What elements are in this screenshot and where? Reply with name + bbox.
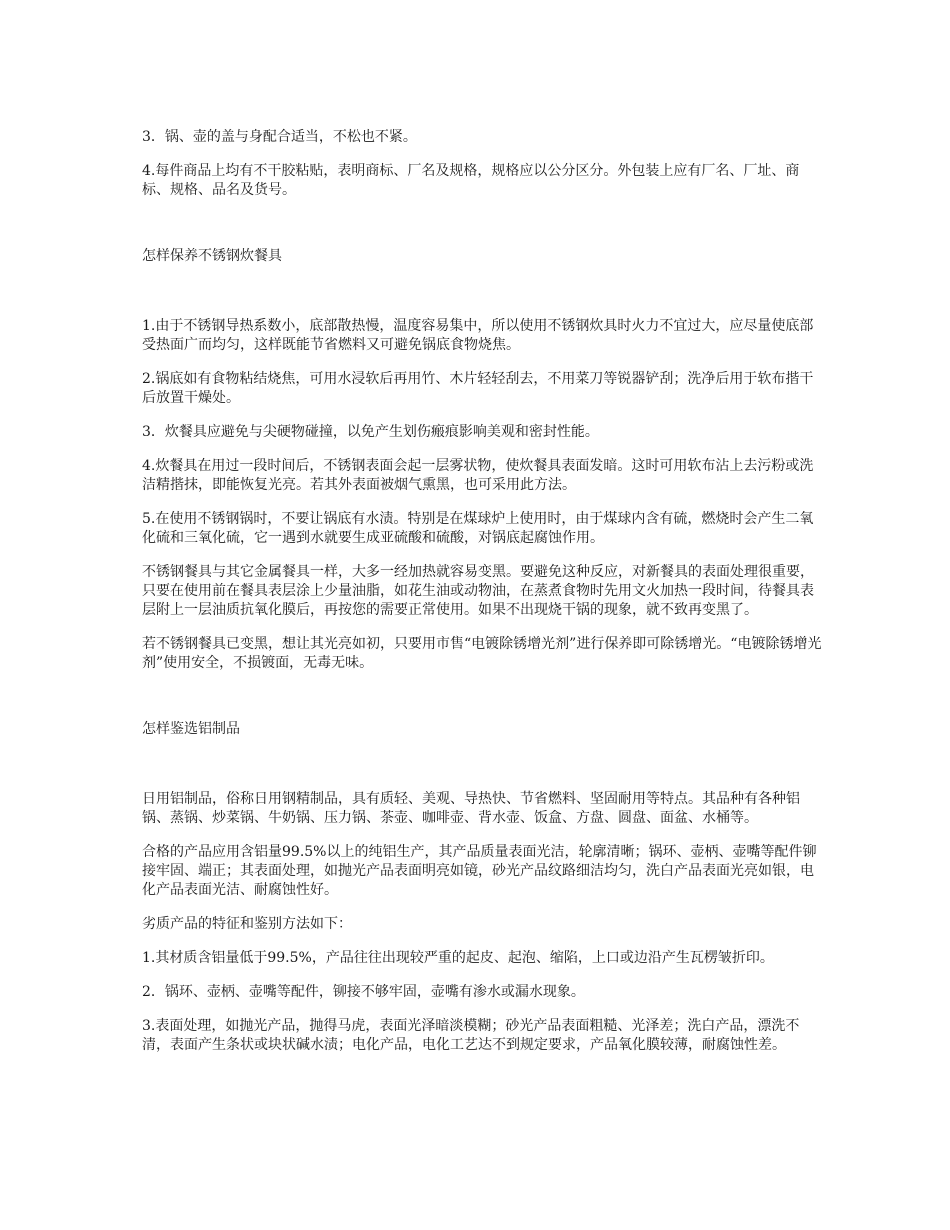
paragraph: 劣质产品的特征和鉴别方法如下：: [142, 916, 352, 932]
section-heading: 怎样保养不锈钢炊餐具: [142, 248, 282, 264]
paragraph: 若不锈钢餐具已变黑，想让其光亮如初，只要用市售“电镀除锈增光剂”进行保养即可除锈增光。“电镀除锈增光剂”使用安全，不损镀面，无毒无味。: [142, 636, 822, 671]
paragraph: 1.其材质含铝量低于99.5%，产品往往出现较严重的起皮、起泡、缩陷，上口或边沿产生瓦楞皱折印。: [142, 950, 774, 966]
paragraph: 3．炊餐具应避免与尖硬物碰撞，以免产生划伤瘢痕影响美观和密封性能。: [142, 424, 599, 440]
paragraph: 2．锅环、壶柄、壶嘴等配件，铆接不够牢固，壶嘴有渗水或漏水现象。: [142, 984, 585, 1000]
paragraph: 1.由于不锈钢导热系数小，底部散热慢，温度容易集中，所以使用不锈钢炊具时火力不宜过大，应尽量使底部受热面广而均匀，这样既能节省燃料又可避免锅底食物烧焦。: [142, 318, 814, 353]
document-body: [142, 128, 827, 1055]
section-heading: 怎样鉴选铝制品: [142, 721, 240, 737]
paragraph: 不锈钢餐具与其它金属餐具一样，大多一经加热就容易变黑。要避免这种反应，对新餐具的表面处理很重要，只要在使用前在餐具表层涂上少量油脂，如花生油或动物油，在蒸煮食物时先用文火加热一段时间，待餐具表层附上一层油质抗氧化膜后，再按您的需要正常使用。如果不出现烧干锅的现象，就不致再变黑了。: [142, 564, 814, 618]
paragraph: 2.锅底如有食物粘结烧焦，可用水浸软后再用竹、木片轻轻刮去，不用菜刀等锐器铲刮；洗净后用于软布揩干后放置干燥处。: [142, 371, 814, 406]
paragraph: 3.表面处理，如抛光产品，抛得马虎，表面光泽暗淡模糊；砂光产品表面粗糙、光泽差；洗白产品，漂洗不清，表面产生条状或块状碱水渍；电化产品，电化工艺达不到规定要求，产品氧化膜较薄，耐腐蚀性差。: [142, 1018, 800, 1053]
paragraph: 日用铝制品，俗称日用钢精制品，具有质轻、美观、导热快、节省燃料、坚固耐用等特点。其品种有各种铝锅、蒸锅、炒菜锅、牛奶锅、压力锅、茶壶、咖啡壶、背水壶、饭盒、方盘、圆盘、面盆、水桶等。: [142, 791, 800, 826]
paragraph: 3．锅、壶的盖与身配合适当，不松也不紧。: [142, 129, 417, 145]
paragraph: 合格的产品应用含铝量99.5%以上的纯铝生产，其产品质量表面光洁，轮廓清晰；锅环、壶柄、壶嘴等配件铆接牢固、端正；其表面处理，如抛光产品表面明亮如镜，砂光产品纹路细洁均匀，洗白产品表面光亮如银，电化产品表面光洁、耐腐蚀性好。: [142, 844, 817, 898]
paragraph: 4.每件商品上均有不干胶粘贴，表明商标、厂名及规格，规格应以公分区分。外包装上应有厂名、厂址、商标、规格、品名及货号。: [142, 163, 800, 198]
paragraph: 4.炊餐具在用过一段时间后，不锈钢表面会起一层雾状物，使炊餐具表面发暗。这时可用软布沾上去污粉或洗洁精揩抹，即能恢复光亮。若其外表面被烟气熏黑，也可采用此方法。: [142, 458, 814, 493]
paragraph: 5.在使用不锈钢锅时，不要让锅底有水渍。特别是在煤球炉上使用时，由于煤球内含有硫，燃烧时会产生二氧化硫和三氧化硫，它一遇到水就要生成亚硫酸和硫酸，对锅底起腐蚀作用。: [142, 511, 814, 546]
